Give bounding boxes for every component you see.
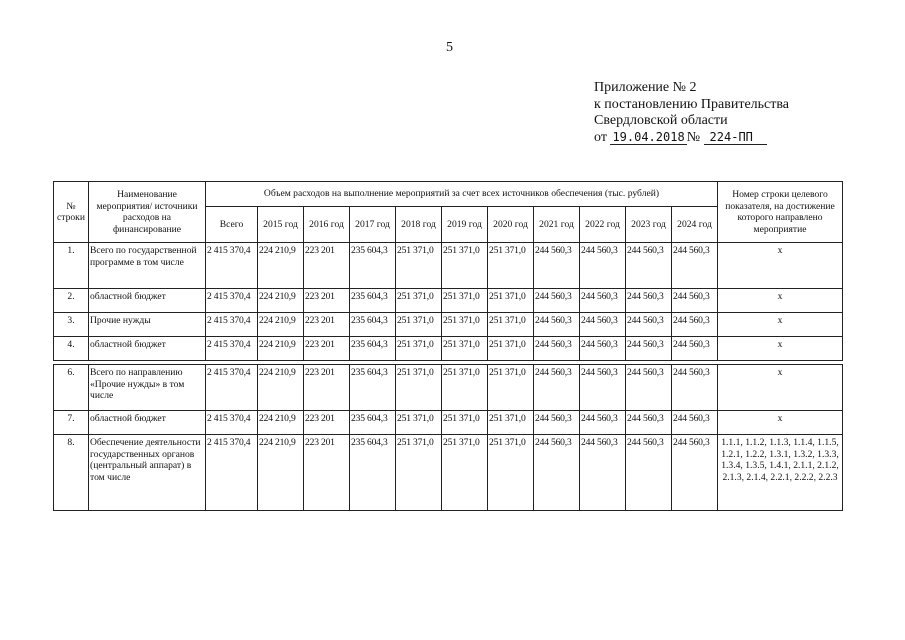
date-prefix: от <box>594 129 607 145</box>
target-cell: х <box>718 289 843 313</box>
target-cell: х <box>718 313 843 337</box>
table-row <box>54 313 843 337</box>
value-cell: 251 371,0 <box>488 337 534 361</box>
value-cell: 251 371,0 <box>488 411 534 435</box>
value-cell: 251 371,0 <box>396 365 442 411</box>
row-number-cell: 7. <box>54 411 89 435</box>
value-cell: 251 371,0 <box>442 313 488 337</box>
value-cell: 235 604,3 <box>350 337 396 361</box>
value-cell: 223 201 <box>304 365 350 411</box>
value-cell: 223 201 <box>304 313 350 337</box>
value-cell: 223 201 <box>304 337 350 361</box>
value-cell: 251 371,0 <box>396 411 442 435</box>
value-cell: 244 560,3 <box>534 243 580 289</box>
value-cell: 244 560,3 <box>626 243 672 289</box>
value-cell: 251 371,0 <box>442 435 488 511</box>
row-name-cell: Всего по направлению «Прочие нужды» в том числе <box>89 365 206 411</box>
header-volume: Объем расходов на выполнение мероприятий за счет всех источников обеспечения (тыс. рублей) <box>206 182 718 207</box>
value-cell: 244 560,3 <box>534 435 580 511</box>
row-name-cell: Прочие нужды <box>89 313 206 337</box>
value-cell: 251 371,0 <box>442 289 488 313</box>
value-cell: 2 415 370,4 <box>206 243 258 289</box>
value-cell: 251 371,0 <box>396 243 442 289</box>
value-cell: 244 560,3 <box>580 243 626 289</box>
value-cell: 224 210,9 <box>258 435 304 511</box>
appendix-title: Приложение № 2 <box>594 80 697 95</box>
value-cell: 224 210,9 <box>258 365 304 411</box>
value-cell: 244 560,3 <box>580 435 626 511</box>
value-cell: 224 210,9 <box>258 243 304 289</box>
row-number-cell: 6. <box>54 365 89 411</box>
value-cell: 235 604,3 <box>350 289 396 313</box>
row-name-cell: областной бюджет <box>89 337 206 361</box>
value-cell: 244 560,3 <box>580 365 626 411</box>
value-cell: 244 560,3 <box>672 435 718 511</box>
header-year: 2015 год <box>258 207 304 243</box>
header-year: 2022 год <box>580 207 626 243</box>
value-cell: 224 210,9 <box>258 411 304 435</box>
value-cell: 251 371,0 <box>488 435 534 511</box>
value-cell: 244 560,3 <box>534 365 580 411</box>
value-cell: 244 560,3 <box>626 365 672 411</box>
row-number-cell: 4. <box>54 337 89 361</box>
target-cell: х <box>718 411 843 435</box>
header-year: 2019 год <box>442 207 488 243</box>
value-cell: 2 415 370,4 <box>206 313 258 337</box>
value-cell: 251 371,0 <box>442 365 488 411</box>
header-year: 2016 год <box>304 207 350 243</box>
table-row <box>54 435 843 511</box>
target-cell: х <box>718 365 843 411</box>
value-cell: 244 560,3 <box>672 313 718 337</box>
value-cell: 251 371,0 <box>488 365 534 411</box>
value-cell: 244 560,3 <box>580 289 626 313</box>
value-cell: 2 415 370,4 <box>206 289 258 313</box>
target-cell: х <box>718 243 843 289</box>
value-cell: 244 560,3 <box>672 411 718 435</box>
row-name-cell: Обеспечение деятельности государственных органов (центральный аппарат) в том числе <box>89 435 206 511</box>
table-row <box>54 411 843 435</box>
row-number-cell: 8. <box>54 435 89 511</box>
value-cell: 235 604,3 <box>350 365 396 411</box>
row-name-cell: областной бюджет <box>89 411 206 435</box>
row-number-cell: 1. <box>54 243 89 289</box>
value-cell: 223 201 <box>304 435 350 511</box>
appendix-resolution-line: к постановлению Правительства <box>594 96 790 112</box>
value-cell: 2 415 370,4 <box>206 411 258 435</box>
value-cell: 223 201 <box>304 243 350 289</box>
table-row <box>54 289 843 313</box>
value-cell: 235 604,3 <box>350 411 396 435</box>
spending-table <box>53 181 843 511</box>
appendix-header <box>594 80 789 146</box>
value-cell: 224 210,9 <box>258 313 304 337</box>
value-cell: 224 210,9 <box>258 337 304 361</box>
row-number-cell: 3. <box>54 313 89 337</box>
value-cell: 244 560,3 <box>580 337 626 361</box>
target-cell: 1.1.1, 1.1.2, 1.1.3, 1.1.4, 1.1.5, 1.2.1, 1.2.2, 1.3.1, 1.3.2, 1.3.3, 1.3.4, 1.3.5, 1.4.1, 2.1.1, 2.1.2, 2.1.3, 2.1.4, 2.2.1, 2.2.2, 2.2.3 <box>718 435 843 511</box>
number-label: № <box>686 129 701 145</box>
value-cell: 244 560,3 <box>580 313 626 337</box>
value-cell: 244 560,3 <box>626 411 672 435</box>
value-cell: 251 371,0 <box>396 313 442 337</box>
value-cell: 244 560,3 <box>626 289 672 313</box>
header-name: Наименование мероприятия/ источники расходов на финансирование <box>89 182 206 243</box>
value-cell: 223 201 <box>304 289 350 313</box>
header-target: Номер строки целевого показателя, на достижение которого направлено мероприятие <box>718 182 843 243</box>
value-cell: 244 560,3 <box>626 337 672 361</box>
resolution-number: 224-ПП <box>704 130 767 145</box>
table-row <box>54 337 843 361</box>
value-cell: 2 415 370,4 <box>206 365 258 411</box>
value-cell: 251 371,0 <box>488 289 534 313</box>
value-cell: 235 604,3 <box>350 243 396 289</box>
row-number-cell: 2. <box>54 289 89 313</box>
value-cell: 244 560,3 <box>534 411 580 435</box>
row-name-cell: Всего по государственной программе в том числе <box>89 243 206 289</box>
header-year: 2021 год <box>534 207 580 243</box>
header-year: 2024 год <box>672 207 718 243</box>
value-cell: 2 415 370,4 <box>206 337 258 361</box>
value-cell: 244 560,3 <box>534 313 580 337</box>
header-year: 2018 год <box>396 207 442 243</box>
target-cell: х <box>718 337 843 361</box>
value-cell: 235 604,3 <box>350 313 396 337</box>
header-total: Всего <box>206 207 258 243</box>
row-name-cell: областной бюджет <box>89 289 206 313</box>
value-cell: 224 210,9 <box>258 289 304 313</box>
value-cell: 251 371,0 <box>396 289 442 313</box>
header-year: 2017 год <box>350 207 396 243</box>
value-cell: 244 560,3 <box>534 337 580 361</box>
header-year: 2020 год <box>488 207 534 243</box>
value-cell: 251 371,0 <box>396 337 442 361</box>
value-cell: 251 371,0 <box>442 337 488 361</box>
appendix-region-line: Свердловской области <box>594 113 728 128</box>
appendix-date-line <box>594 130 789 147</box>
value-cell: 251 371,0 <box>442 411 488 435</box>
value-cell: 244 560,3 <box>626 313 672 337</box>
table-row <box>54 365 843 411</box>
value-cell: 251 371,0 <box>396 435 442 511</box>
value-cell: 244 560,3 <box>672 365 718 411</box>
value-cell: 244 560,3 <box>580 411 626 435</box>
resolution-date: 19.04.2018 <box>612 129 685 144</box>
value-cell: 244 560,3 <box>672 289 718 313</box>
value-cell: 235 604,3 <box>350 435 396 511</box>
value-cell: 251 371,0 <box>442 243 488 289</box>
value-cell: 251 371,0 <box>488 243 534 289</box>
value-cell: 244 560,3 <box>626 435 672 511</box>
table-row <box>54 243 843 289</box>
header-row-number: № строки <box>54 182 89 243</box>
value-cell: 244 560,3 <box>672 337 718 361</box>
value-cell: 244 560,3 <box>672 243 718 289</box>
value-cell: 244 560,3 <box>534 289 580 313</box>
page-number: 5 <box>446 40 453 55</box>
value-cell: 223 201 <box>304 411 350 435</box>
value-cell: 251 371,0 <box>488 313 534 337</box>
header-year: 2023 год <box>626 207 672 243</box>
value-cell: 2 415 370,4 <box>206 435 258 511</box>
